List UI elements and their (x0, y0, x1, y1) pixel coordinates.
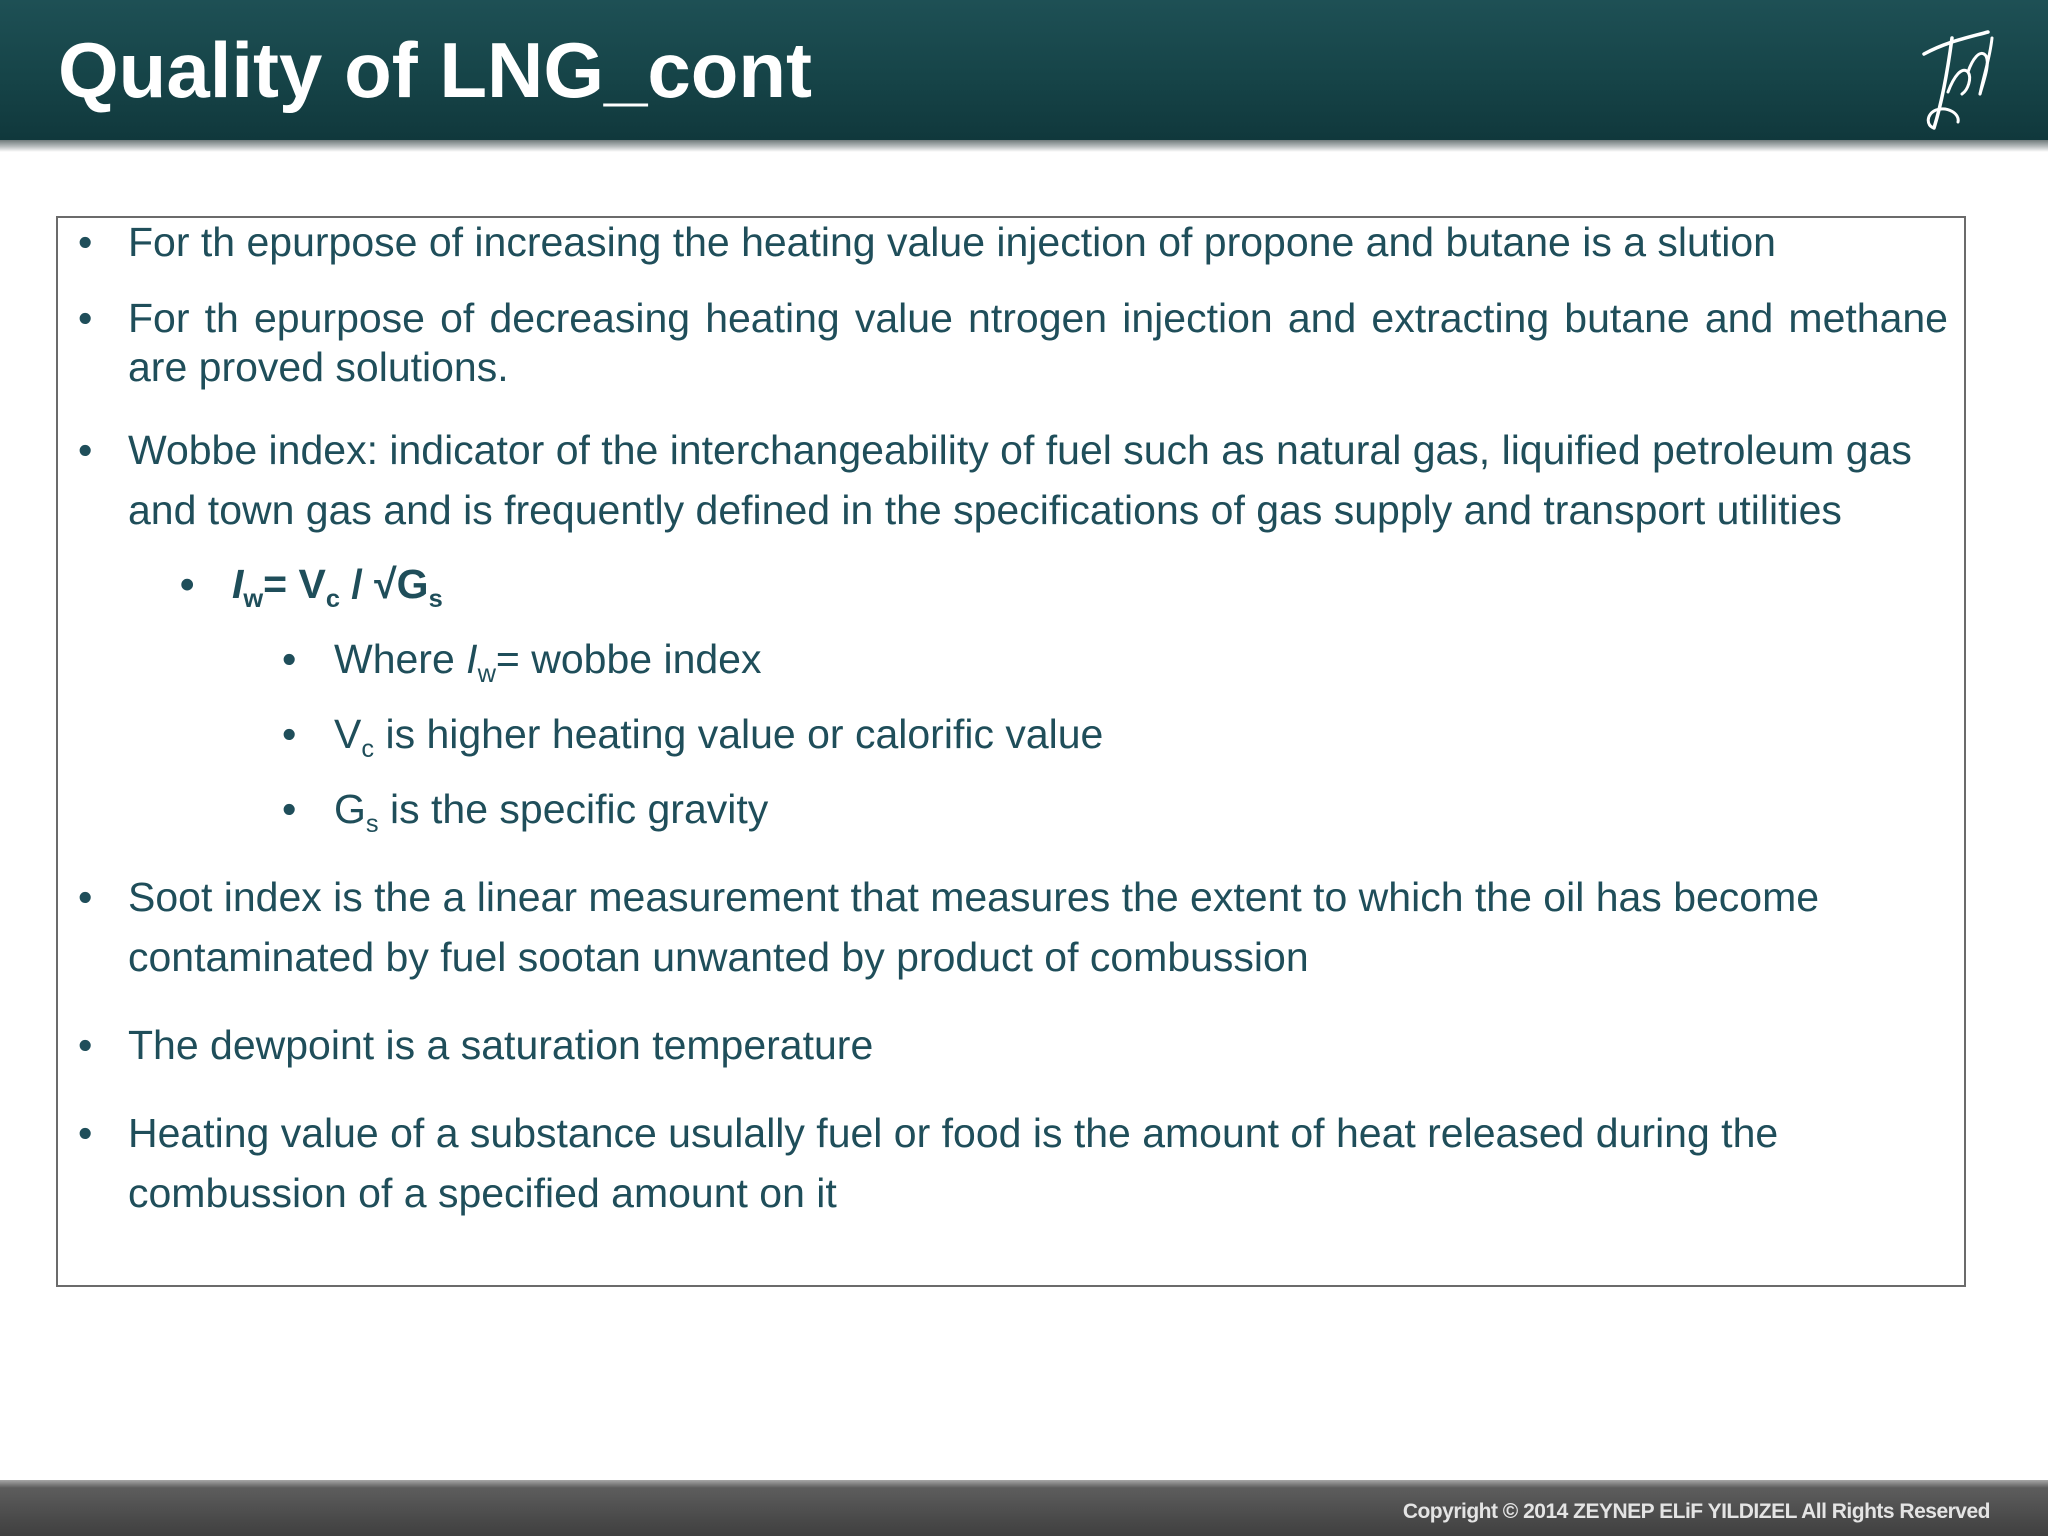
bullet-list (56, 218, 1968, 1223)
list-item-text: For th epurpose of decreasing heating value ntrogen injection and extracting butane and methane are proved solutions. (128, 295, 1948, 390)
list-item-text: Wobbe index: indicator of the interchangeability of fuel such as natural gas, liquified petroleum gas and town gas and is frequently defined in the specifications of gas supply and transport utilities (128, 427, 1912, 533)
header-shadow (0, 140, 2048, 152)
slide-title: Quality of LNG_cont (58, 26, 813, 114)
bullet-icon: • (78, 219, 93, 265)
list-item-text: Soot index is the a linear measurement that measures the extent to which the oil has become contaminated by fuel sootan unwanted by product of combussion (128, 874, 1820, 980)
formula-item (56, 554, 1968, 614)
bullet-icon: • (78, 1110, 93, 1156)
list-item (56, 867, 1948, 987)
list-item (56, 218, 1948, 267)
bullet-icon: • (282, 711, 297, 757)
copyright-text: Copyright © 2014 ZEYNEP ELiF YILDIZEL All Rights Reserved (1402, 1500, 1990, 1523)
list-item-text: For th epurpose of increasing the heating value injection of propone and butane is a slution (128, 219, 1776, 265)
slide-header (0, 0, 2048, 140)
list-item-text: $V_c$ is higher heating value or calorific value (334, 711, 1104, 763)
bullet-icon: • (78, 1022, 93, 1068)
list-item-text: Heating value of a substance usulally fuel or food is the amount of heat released during the combussion of a specified amount on it (128, 1110, 1779, 1216)
list-item (56, 629, 1968, 689)
wobbe-formula: $I_w= V_c / √G_s$ (232, 561, 443, 613)
bullet-icon: • (78, 295, 93, 341)
bullet-icon: • (78, 874, 93, 920)
bullet-icon: • (78, 427, 93, 473)
list-item (56, 779, 1968, 839)
list-item (56, 294, 1948, 392)
list-item-text: Where $I_w=$ wobbe index (334, 636, 762, 688)
bullet-icon: • (180, 561, 195, 607)
list-item (56, 1015, 1948, 1075)
signature-logo-icon (1918, 18, 1998, 136)
list-item-text: The dewpoint is a saturation temperature (128, 1022, 874, 1068)
bullet-icon: • (282, 636, 297, 682)
list-item (56, 1103, 1948, 1223)
bullet-icon: • (282, 786, 297, 832)
list-item (56, 704, 1968, 764)
slide-footer (0, 1480, 2048, 1536)
list-item (56, 420, 1948, 540)
list-item-text: $G_s$ is the specific gravity (334, 786, 769, 838)
